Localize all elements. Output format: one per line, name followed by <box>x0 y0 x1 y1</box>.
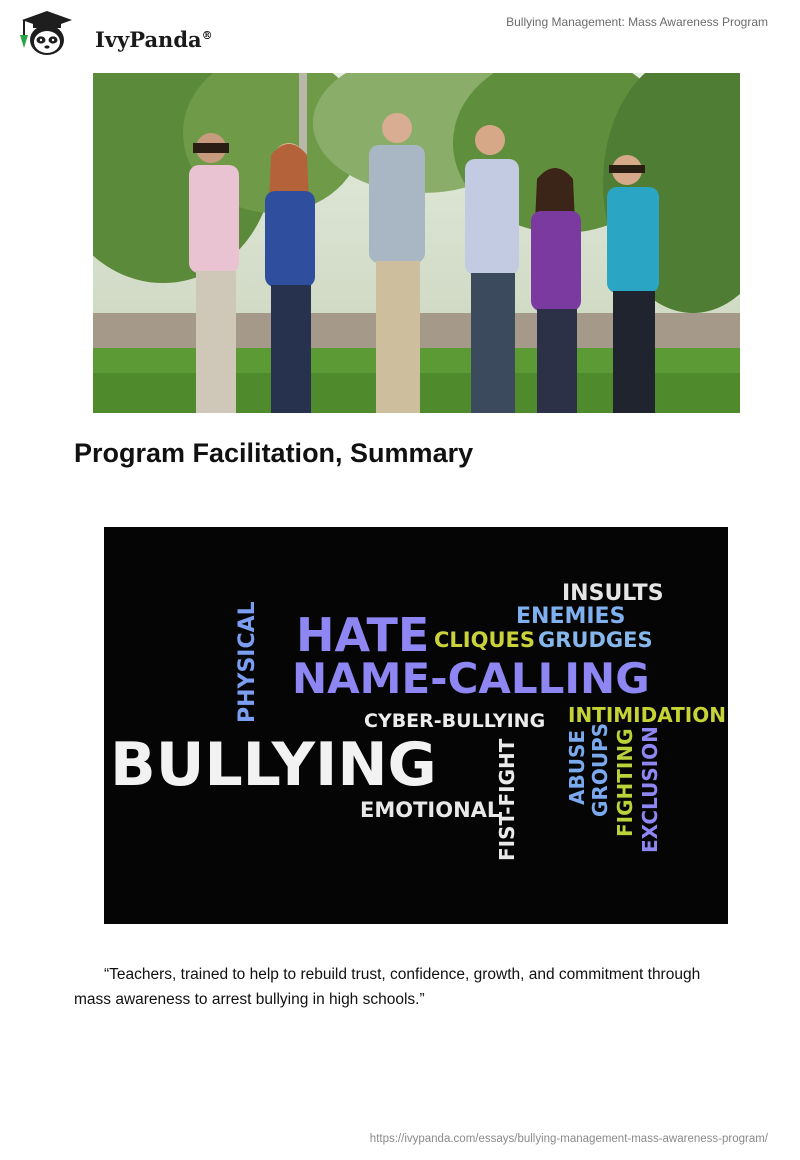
word-insults: INSULTS <box>562 581 664 606</box>
word-fighting: FIGHTING <box>613 728 637 837</box>
panda-graduate-icon <box>16 8 78 58</box>
word-exclusion: EXCLUSION <box>638 726 662 853</box>
word-intimidation: INTIMIDATION <box>568 703 726 727</box>
essay-title: Bullying Management: Mass Awareness Program <box>506 15 768 29</box>
word-cyber-bullying: CYBER-BULLYING <box>364 710 546 732</box>
word-bullying: BULLYING <box>110 730 437 800</box>
word-enemies: ENEMIES <box>516 604 626 629</box>
word-abuse: ABUSE <box>565 729 589 805</box>
word-cliques: CLIQUES <box>434 628 535 652</box>
word-hate: HATE <box>296 608 430 662</box>
word-fist-fight: FIST-FIGHT <box>495 738 519 861</box>
summary-quote: “Teachers, trained to help to rebuild trust, confidence, growth, and commitment through mass awareness to arrest bullying in high schools.” <box>74 966 701 1008</box>
word-name-calling: NAME-CALLING <box>292 654 650 703</box>
group-photo <box>93 73 740 413</box>
source-url[interactable]: https://ivypanda.com/essays/bullying-management-mass-awareness-program/ <box>369 1133 768 1145</box>
ivypanda-logo[interactable] <box>16 8 213 58</box>
word-emotional: EMOTIONAL <box>360 798 501 822</box>
word-physical: PHYSICAL <box>235 601 260 723</box>
brand-name: IvyPanda® <box>95 27 213 52</box>
registered-mark: ® <box>201 29 213 42</box>
word-grudges: GRUDGES <box>538 628 653 652</box>
word-groups: GROUPS <box>588 722 612 817</box>
bullying-word-cloud <box>104 527 728 924</box>
section-heading: Program Facilitation, Summary <box>74 438 474 468</box>
